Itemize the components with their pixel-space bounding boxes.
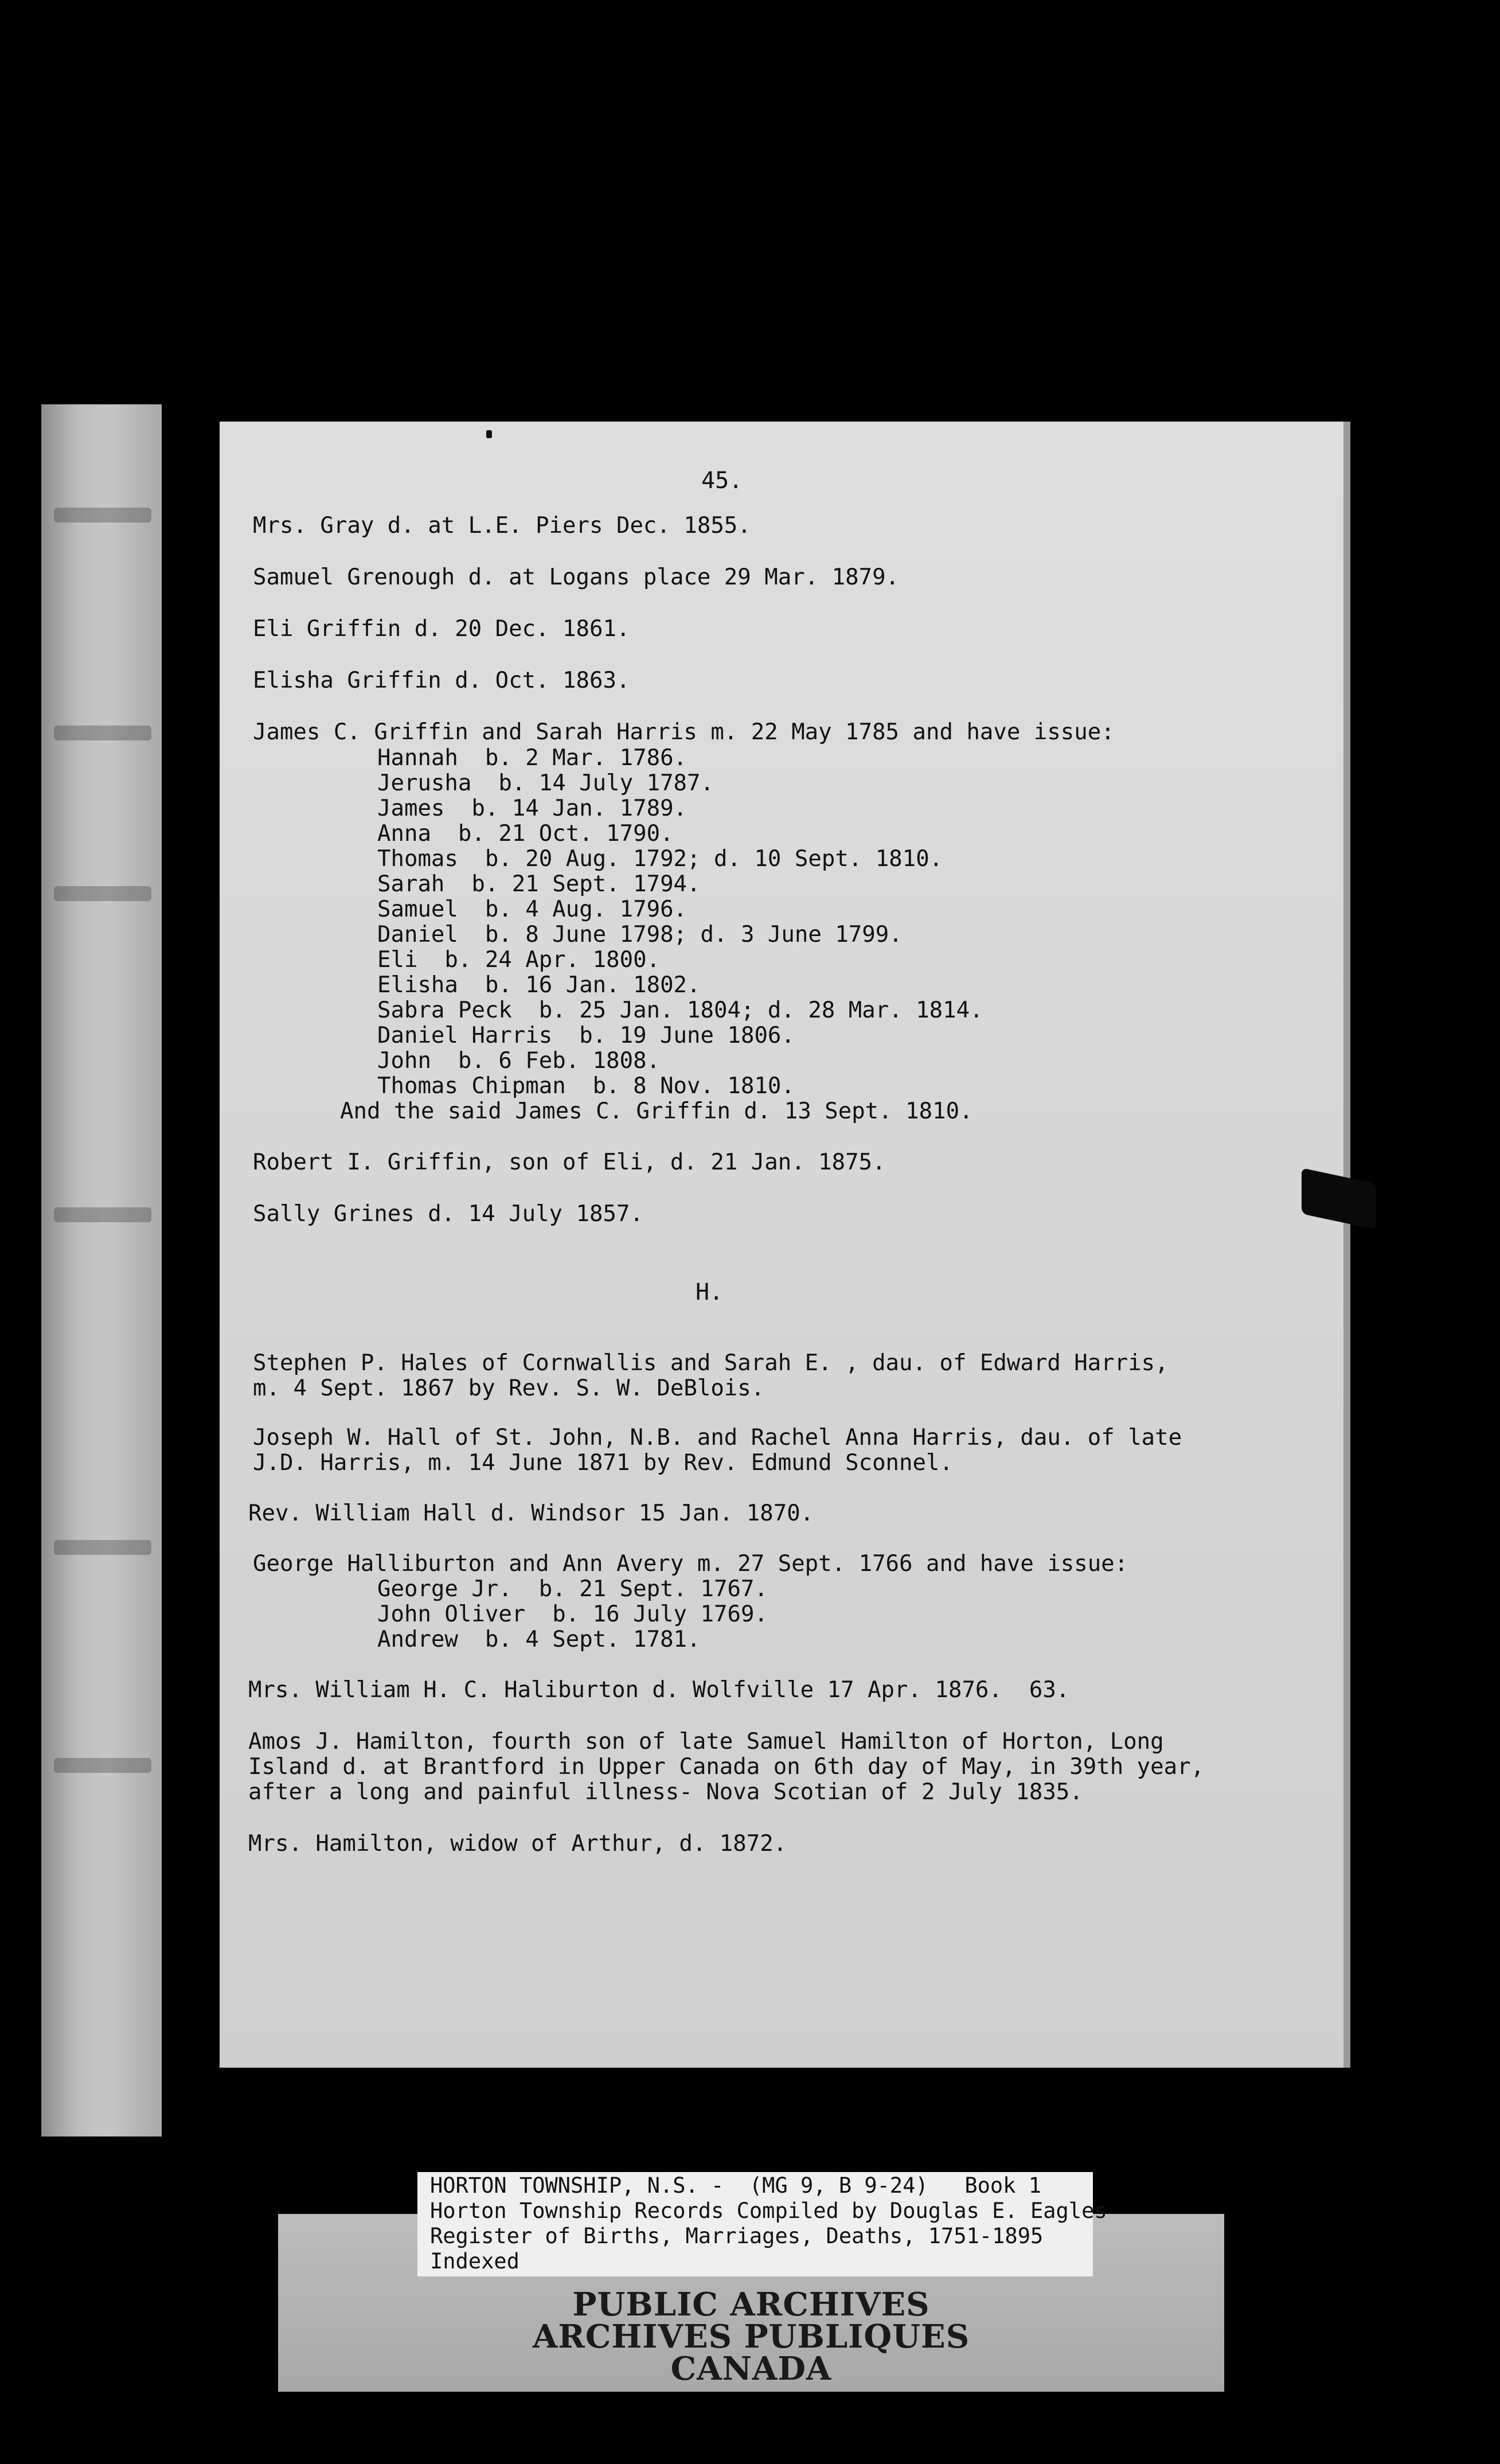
strip-mark (54, 508, 151, 523)
entry-gray: Mrs. Gray d. at L.E. Piers Dec. 1855. (253, 513, 751, 539)
entry-amos-line2: Island d. at Brantford in Upper Canada on 6th day of May, in 39th year, (248, 1754, 1205, 1780)
entry-sally-grines: Sally Grines d. 14 July 1857. (253, 1201, 643, 1227)
issue-item: Daniel Harris b. 19 June 1806. (377, 1023, 795, 1048)
section-letter: H. (696, 1279, 724, 1305)
catalog-line3: Register of Births, Marriages, Deaths, 1751-1895 (430, 2224, 1044, 2248)
catalog-book: Book 1 (964, 2173, 1041, 2198)
issue-item: Thomas Chipman b. 8 Nov. 1810. (377, 1073, 795, 1099)
strip-mark (54, 1540, 151, 1555)
issue-item: Hannah b. 2 Mar. 1786. (377, 745, 688, 771)
entry-robert-griffin: Robert I. Griffin, son of Eli, d. 21 Jan. 1875. (253, 1149, 886, 1175)
issue-item: Sarah b. 21 Sept. 1794. (377, 871, 701, 897)
issue-item: Sabra Peck b. 25 Jan. 1804; d. 28 Mar. 1814. (377, 997, 983, 1023)
issue-item: John Oliver b. 16 July 1769. (377, 1601, 768, 1627)
page-number: 45. (701, 467, 743, 494)
stamp-line3: CANADA (670, 2350, 832, 2388)
adjacent-page-strip (41, 404, 162, 2136)
entry-james-griffin: James C. Griffin and Sarah Harris m. 22 May 1785 and have issue: (253, 719, 1115, 745)
stamp-line2: ARCHIVES PUBLIQUES (532, 2318, 970, 2356)
document-page (220, 422, 1343, 2068)
issue-item: George Jr. b. 21 Sept. 1767. (377, 1576, 768, 1602)
strip-mark (54, 886, 151, 901)
issue-item: Samuel b. 4 Aug. 1796. (377, 896, 688, 922)
catalog-line2: Horton Township Records Compiled by Douglas E. Eagles (430, 2198, 1107, 2223)
stamp-line1: PUBLIC ARCHIVES (572, 2286, 930, 2323)
issue-item: Eli b. 24 Apr. 1800. (377, 947, 661, 973)
page-edge (1343, 422, 1350, 2068)
strip-mark (54, 1758, 151, 1773)
entry-halliburton: George Halliburton and Ann Avery m. 27 Sept. 1766 and have issue: (253, 1551, 1128, 1577)
entry-eli-griffin: Eli Griffin d. 20 Dec. 1861. (253, 616, 630, 642)
entry-hall-line1: Joseph W. Hall of St. John, N.B. and Rachel Anna Harris, dau. of late (253, 1425, 1182, 1451)
entry-elisha-griffin: Elisha Griffin d. Oct. 1863. (253, 668, 630, 693)
entry-mrs-hamilton: Mrs. Hamilton, widow of Arthur, d. 1872. (248, 1831, 787, 1857)
entry-haliburton: Mrs. William H. C. Haliburton d. Wolfville 17 Apr. 1876. 63. (248, 1677, 1070, 1703)
issue-item: Anna b. 21 Oct. 1790. (377, 821, 674, 847)
entry-griffin-death: And the said James C. Griffin d. 13 Sept. 1810. (340, 1098, 973, 1124)
entry-amos-line1: Amos J. Hamilton, fourth son of late Samuel Hamilton of Horton, Long (248, 1729, 1164, 1755)
strip-mark (54, 1207, 151, 1222)
issue-item: John b. 6 Feb. 1808. (377, 1048, 661, 1074)
issue-item: Thomas b. 20 Aug. 1792; d. 10 Sept. 1810. (377, 846, 943, 872)
issue-item: James b. 14 Jan. 1789. (377, 796, 688, 821)
entry-william-hall: Rev. William Hall d. Windsor 15 Jan. 1870. (248, 1500, 814, 1526)
entry-hales-line2: m. 4 Sept. 1867 by Rev. S. W. DeBlois. (253, 1375, 765, 1401)
entry-hall-line2: J.D. Harris, m. 14 June 1871 by Rev. Edmund Sconnel. (253, 1450, 953, 1476)
catalog-line1: HORTON TOWNSHIP, N.S. - (MG 9, B 9-24) (430, 2173, 928, 2198)
entry-amos-line3: after a long and painful illness- Nova Scotian of 2 July 1835. (248, 1779, 1083, 1805)
catalog-line4: Indexed (430, 2249, 519, 2274)
strip-mark (54, 726, 151, 740)
entry-grenough: Samuel Grenough d. at Logans place 29 Mar. 1879. (253, 564, 900, 590)
catalog-label (417, 2172, 1107, 2276)
issue-item: Daniel b. 8 June 1798; d. 3 June 1799. (377, 922, 903, 948)
issue-item: Elisha b. 16 Jan. 1802. (377, 972, 701, 998)
issue-item: Andrew b. 4 Sept. 1781. (377, 1627, 701, 1652)
entry-hales-line1: Stephen P. Hales of Cornwallis and Sarah E. , dau. of Edward Harris, (253, 1350, 1169, 1376)
ink-dot (486, 430, 492, 438)
issue-item: Jerusha b. 14 July 1787. (377, 770, 714, 796)
